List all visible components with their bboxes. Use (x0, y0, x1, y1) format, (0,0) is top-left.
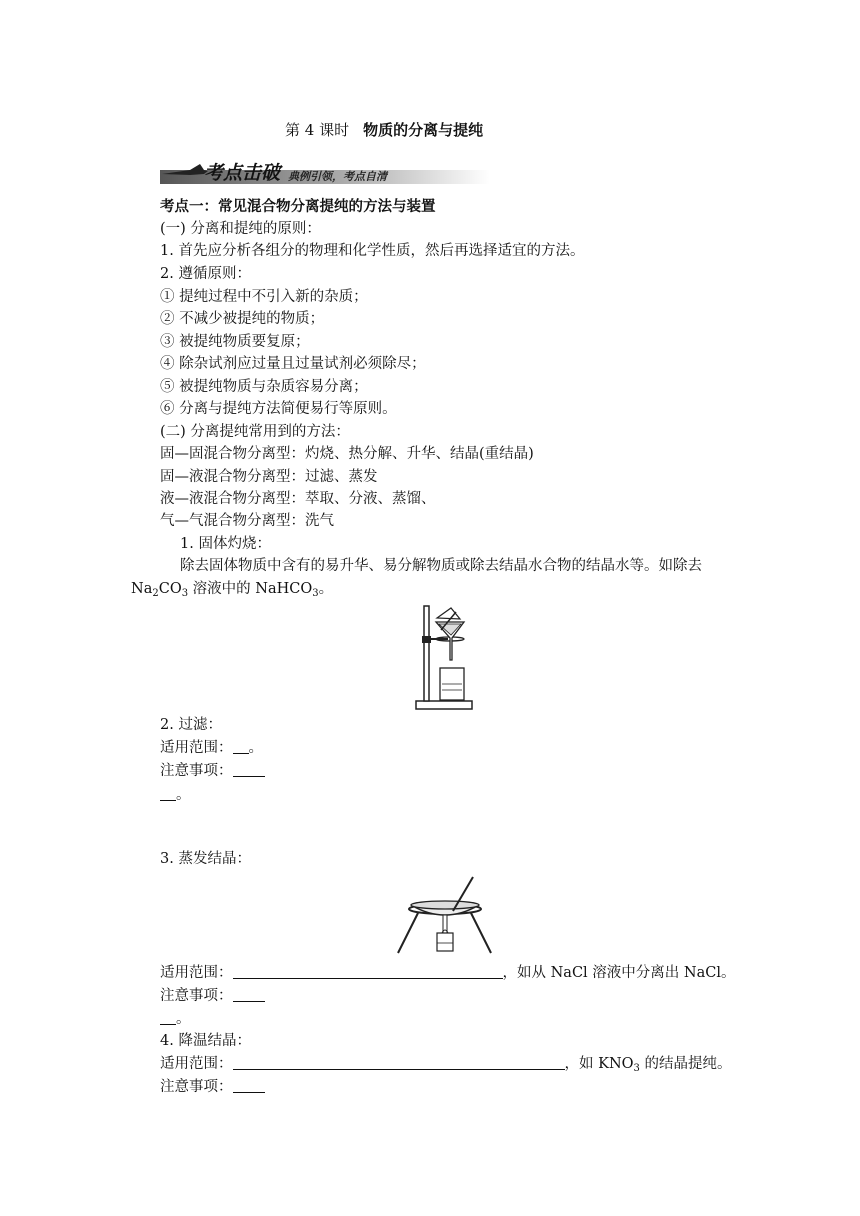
section-banner (160, 160, 500, 186)
answer-blank[interactable] (160, 786, 176, 801)
method-2-scope-line: 适用范围： 。 (160, 740, 263, 756)
method-2-note-line: 注意事项： (160, 761, 265, 781)
part1-title: (一) 分离和提纯的原则： (160, 221, 321, 237)
principle-2: 2. 遵循原则： (160, 266, 251, 282)
method-1-title: 1. 固体灼烧： (180, 536, 271, 552)
answer-blank[interactable] (233, 1078, 265, 1093)
rule-item: ③ 被提纯物质要复原； (160, 334, 310, 350)
method-3-title: 3. 蒸发结晶： (160, 851, 251, 867)
answer-blank[interactable] (233, 762, 265, 777)
method-2-title: 2. 过滤： (160, 717, 222, 733)
answer-blank[interactable] (233, 739, 249, 754)
method-1-description: 除去固体物质中含有的易升华、易分解物质或除去结晶水合物的结晶水等。如除去 (180, 558, 702, 574)
method-4-note-line: 注意事项： (160, 1077, 265, 1097)
rule-item: ① 提纯过程中不引入新的杂质； (160, 289, 368, 305)
mixture-type: 液—液混合物分离型：萃取、分液、蒸馏、 (160, 491, 436, 507)
airplane-icon (162, 164, 208, 175)
filtration-apparatus-figure (410, 602, 474, 712)
principle-1: 1. 首先应分析各组分的物理和化学性质，然后再选择适宜的方法。 (160, 243, 585, 259)
method-1-description-cont: $Na_2CO_3$ 溶液中的 NaHCO$_3$。 (131, 581, 334, 599)
method-4-title: 4. 降温结晶： (160, 1033, 251, 1049)
method-3-note-cont: 。 (160, 1009, 191, 1029)
lesson-number: 第 4 课时 (285, 121, 350, 139)
method-4-scope-line: 适用范围： ，如 $KNO_3$ 的结晶提纯。 (160, 1056, 732, 1074)
answer-blank[interactable] (233, 964, 503, 979)
part2-title: (二) 分离提纯常用到的方法： (160, 424, 350, 440)
answer-blank[interactable] (160, 1010, 176, 1025)
mixture-type: 固—固混合物分离型：灼烧、热分解、升华、结晶(重结晶) (160, 446, 534, 462)
rule-item: ④ 除杂试剂应过量且过量试剂必须除尽； (160, 356, 426, 372)
mixture-type: 固—液混合物分离型：过滤、蒸发 (160, 469, 378, 485)
method-3-scope-line: 适用范围： ，如从 NaCl 溶液中分离出 NaCl。 (160, 965, 736, 981)
rule-item: ⑤ 被提纯物质与杂质容易分离； (160, 379, 368, 395)
page-title (285, 119, 483, 140)
evaporation-apparatus-figure (393, 873, 495, 957)
answer-blank[interactable] (233, 987, 265, 1002)
banner-subtitle: 典例引领，考点自清 (288, 170, 387, 183)
lesson-topic: 物质的分离与提纯 (363, 121, 484, 139)
rule-item: ⑥ 分离与提纯方法简便易行等原则。 (160, 401, 397, 417)
section-heading: 考点一：常见混合物分离提纯的方法与装置 (160, 198, 436, 215)
method-3-note-line: 注意事项： (160, 986, 265, 1006)
mixture-type: 气—气混合物分离型：洗气 (160, 513, 334, 529)
banner-heading: 考点击破 (204, 162, 281, 184)
answer-blank[interactable] (233, 1055, 565, 1070)
rule-item: ② 不减少被提纯的物质； (160, 311, 325, 327)
method-2-note-cont: 。 (160, 785, 191, 805)
